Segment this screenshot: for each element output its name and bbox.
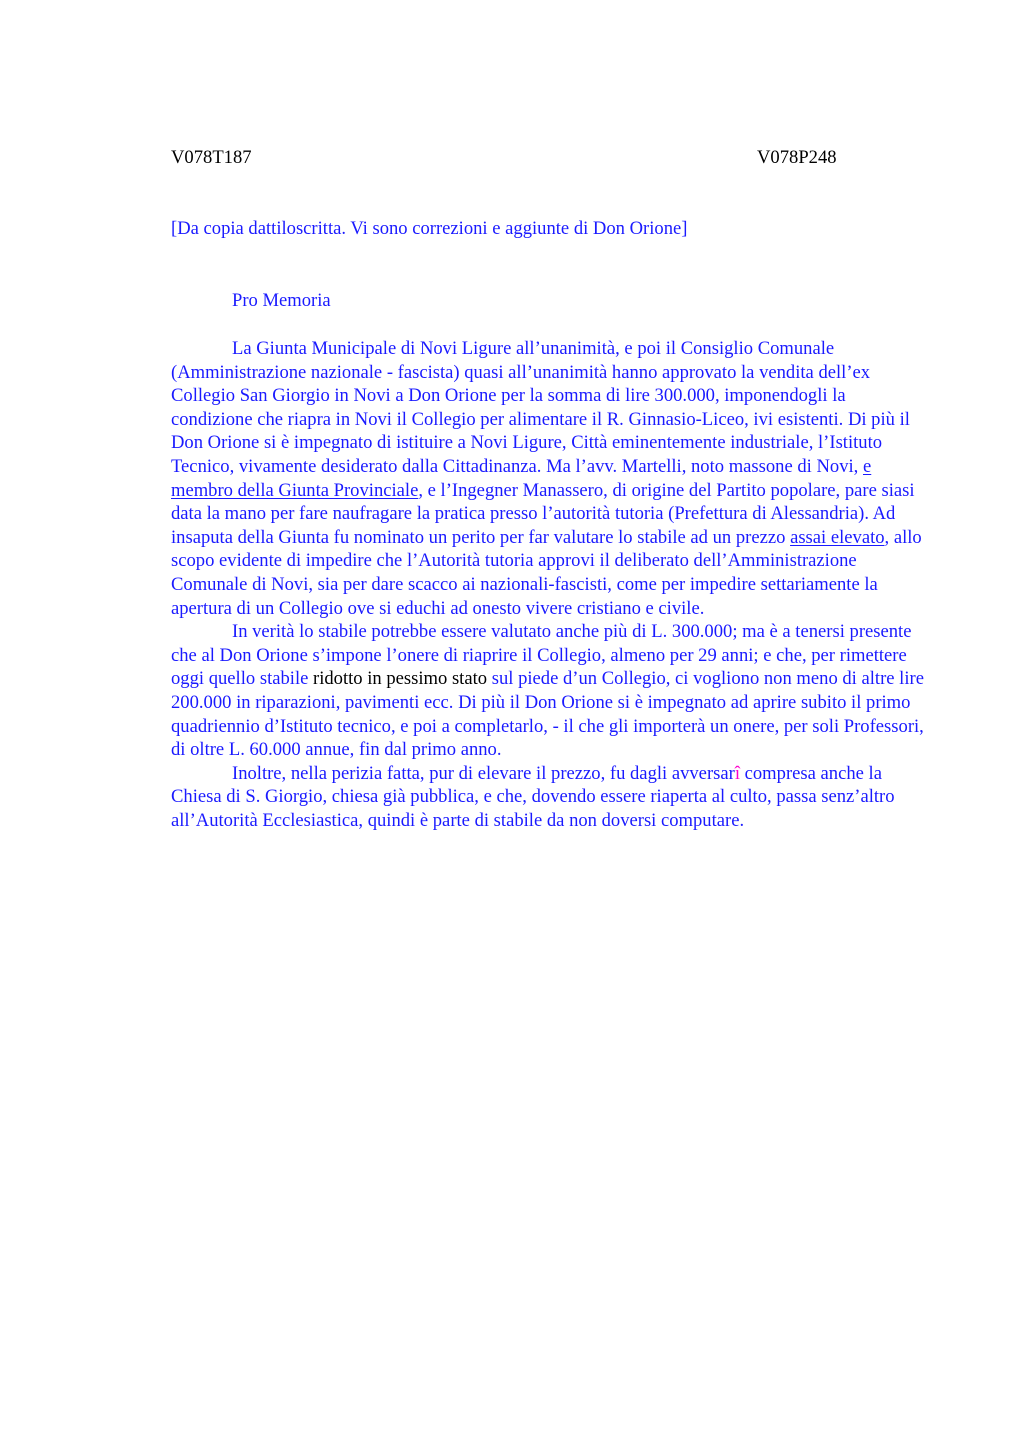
- paragraph-3: [171, 762, 931, 833]
- underlined-phrase-giunta: e membro della Giunta Provinciale: [171, 455, 872, 501]
- paragraph-1-text-a: La Giunta Municipale di Novi Ligure all’unanimità, e poi il Consiglio Comunale (Amministrazione nazionale - fascista) quasi all’unanimità hanno approvato la vendita dell’ex Collegio San Giorgio in Novi a Don Orione per la somma di lire 300.000, imponendogli la condizione che riapra in Novi il Collegio per alimentare il R. Ginnasio-Liceo, ivi esistenti. Di più il Don Orione si è impegnato di istituire a Novi Ligure, Città eminentemente industriale, l’Istituto Tecnico, vivamente desiderato dalla Cittadinanza. Ma l’avv. Martelli, noto massone di Novi,: [171, 338, 910, 477]
- paragraph-2-text-a: In verità lo stabile potrebbe essere valutato anche più di L. 300.000; ma è a tenersi presente che al Don Orione s’impone l’onere di riaprire il Collegio, almeno per 29 anni; e che, per rimettere oggi quello stabile: [171, 621, 912, 690]
- editorial-note: [Da copia dattiloscritta. Vi sono correzioni e aggiunte di Don Orione]: [171, 218, 688, 239]
- document-code-left: V078T187: [171, 147, 252, 168]
- paragraph-3-text-a: Inoltre, nella perizia fatta, pur di elevare il prezzo, fu dagli avversar: [232, 762, 735, 784]
- paragraph-2-text-b: sul piede d’un Collegio, ci vogliono non meno di altre lire 200.000 in riparazioni, pavimenti ecc. Di più il Don Orione si è impegnato ad aprire subito il primo quadriennio d’Istituto tecnico, e poi a completarlo, - il che gli importerà un onere, per soli Professori, di oltre L. 60.000 annue, fin dal primo anno.: [171, 668, 924, 761]
- paragraph-3-text-b: compresa anche la Chiesa di S. Giorgio, chiesa già pubblica, e che, dovendo essere riaperta al culto, passa senz’altro all’Autorità Ecclesiastica, quindi è parte di stabile da non doversi computare.: [171, 762, 895, 831]
- black-inserted-phrase: ridotto in pessimo stato: [313, 668, 488, 690]
- paragraph-1-text-c: , allo scopo evidente di impedire che l’Autorità tutoria approvi il deliberato dell’Amministrazione Comunale di Novi, sia per dare scacco ai nazionali-fascisti, come per impedire settariamente la apertura di un Collegio ove si educhi ad onesto vivere cristiano e civile.: [171, 526, 922, 619]
- paragraph-2: [171, 620, 931, 762]
- paragraph-1: [171, 337, 931, 620]
- document-code-right: V078P248: [757, 147, 837, 168]
- magenta-correction-mark: î: [734, 762, 740, 784]
- paragraph-1-text-b: , e l’Ingegner Manassero, di origine del Partito popolare, pare siasi data la mano per fare naufragare la pratica presso l’autorità tutoria (Prefettura di Alessandria). Ad insaputa della Giunta fu nominato un perito per far valutare lo stabile ad un prezzo: [171, 479, 915, 548]
- memo-body: [171, 337, 931, 832]
- underlined-phrase-prezzo: assai elevato: [790, 526, 885, 548]
- memo-title: Pro Memoria: [232, 290, 331, 311]
